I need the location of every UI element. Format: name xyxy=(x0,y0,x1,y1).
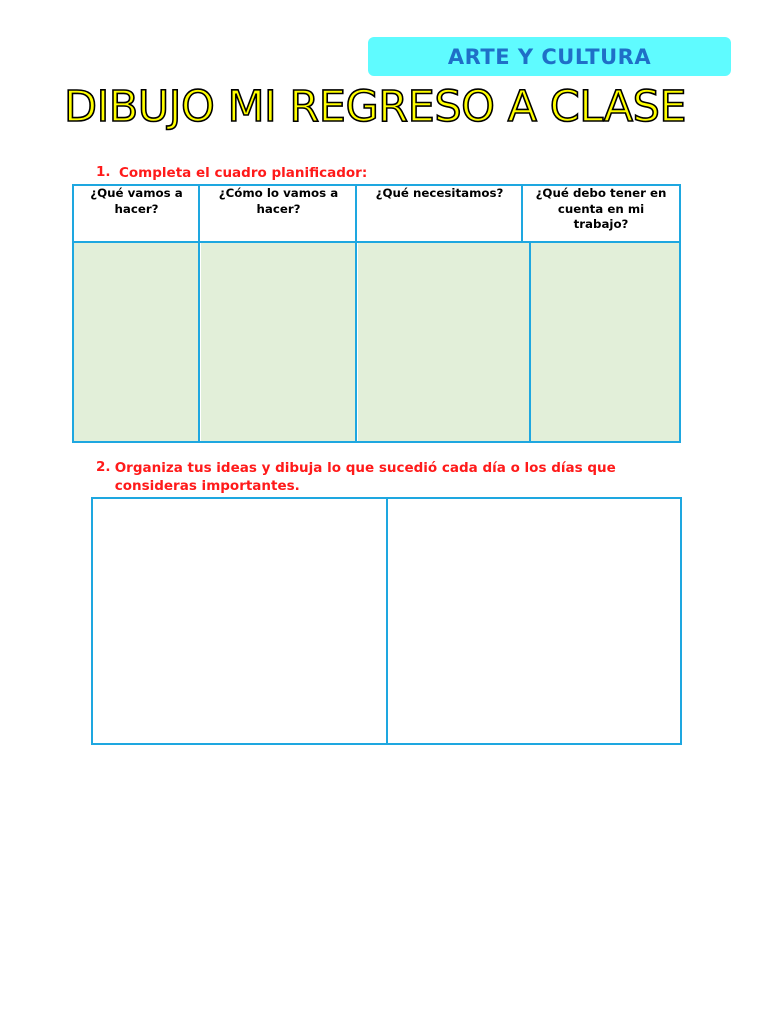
section-2-number: 2. xyxy=(96,459,111,475)
planner-column-divider xyxy=(529,242,531,441)
planner-header-what: ¿Qué vamos a hacer? xyxy=(90,186,183,216)
planner-answer-how[interactable] xyxy=(201,242,356,441)
section-2-heading xyxy=(96,459,676,495)
planner-header-divider xyxy=(74,241,679,243)
planner-header-how: ¿Cómo lo vamos a hacer? xyxy=(218,186,339,216)
subject-badge: ARTE Y CULTURA xyxy=(368,37,731,76)
drawing-frame xyxy=(91,497,682,745)
planner-header-consider: ¿Qué debo tener en cuenta en mi trabajo? xyxy=(535,186,667,231)
section-1-text: Completa el cuadro planificador: xyxy=(119,165,368,181)
section-1-number: 1. xyxy=(96,164,111,180)
planner-answer-need[interactable] xyxy=(358,242,529,441)
section-1-heading xyxy=(96,164,367,182)
planner-column-divider xyxy=(198,186,200,441)
planner-table xyxy=(72,184,681,443)
drawing-panel-left[interactable] xyxy=(93,499,386,743)
planner-column-divider xyxy=(355,186,357,441)
planner-answer-what[interactable] xyxy=(74,242,199,441)
planner-header-need: ¿Qué necesitamos? xyxy=(375,186,504,200)
drawing-panel-right[interactable] xyxy=(388,499,680,743)
section-2-text: Organiza tus ideas y dibuja lo que sucedió cada día o los días que consideras importantes. xyxy=(114,460,616,494)
page-title: DIBUJO MI REGRESO A CLASE xyxy=(64,82,687,132)
planner-answer-consider[interactable] xyxy=(531,242,679,441)
planner-column-divider xyxy=(521,186,523,242)
